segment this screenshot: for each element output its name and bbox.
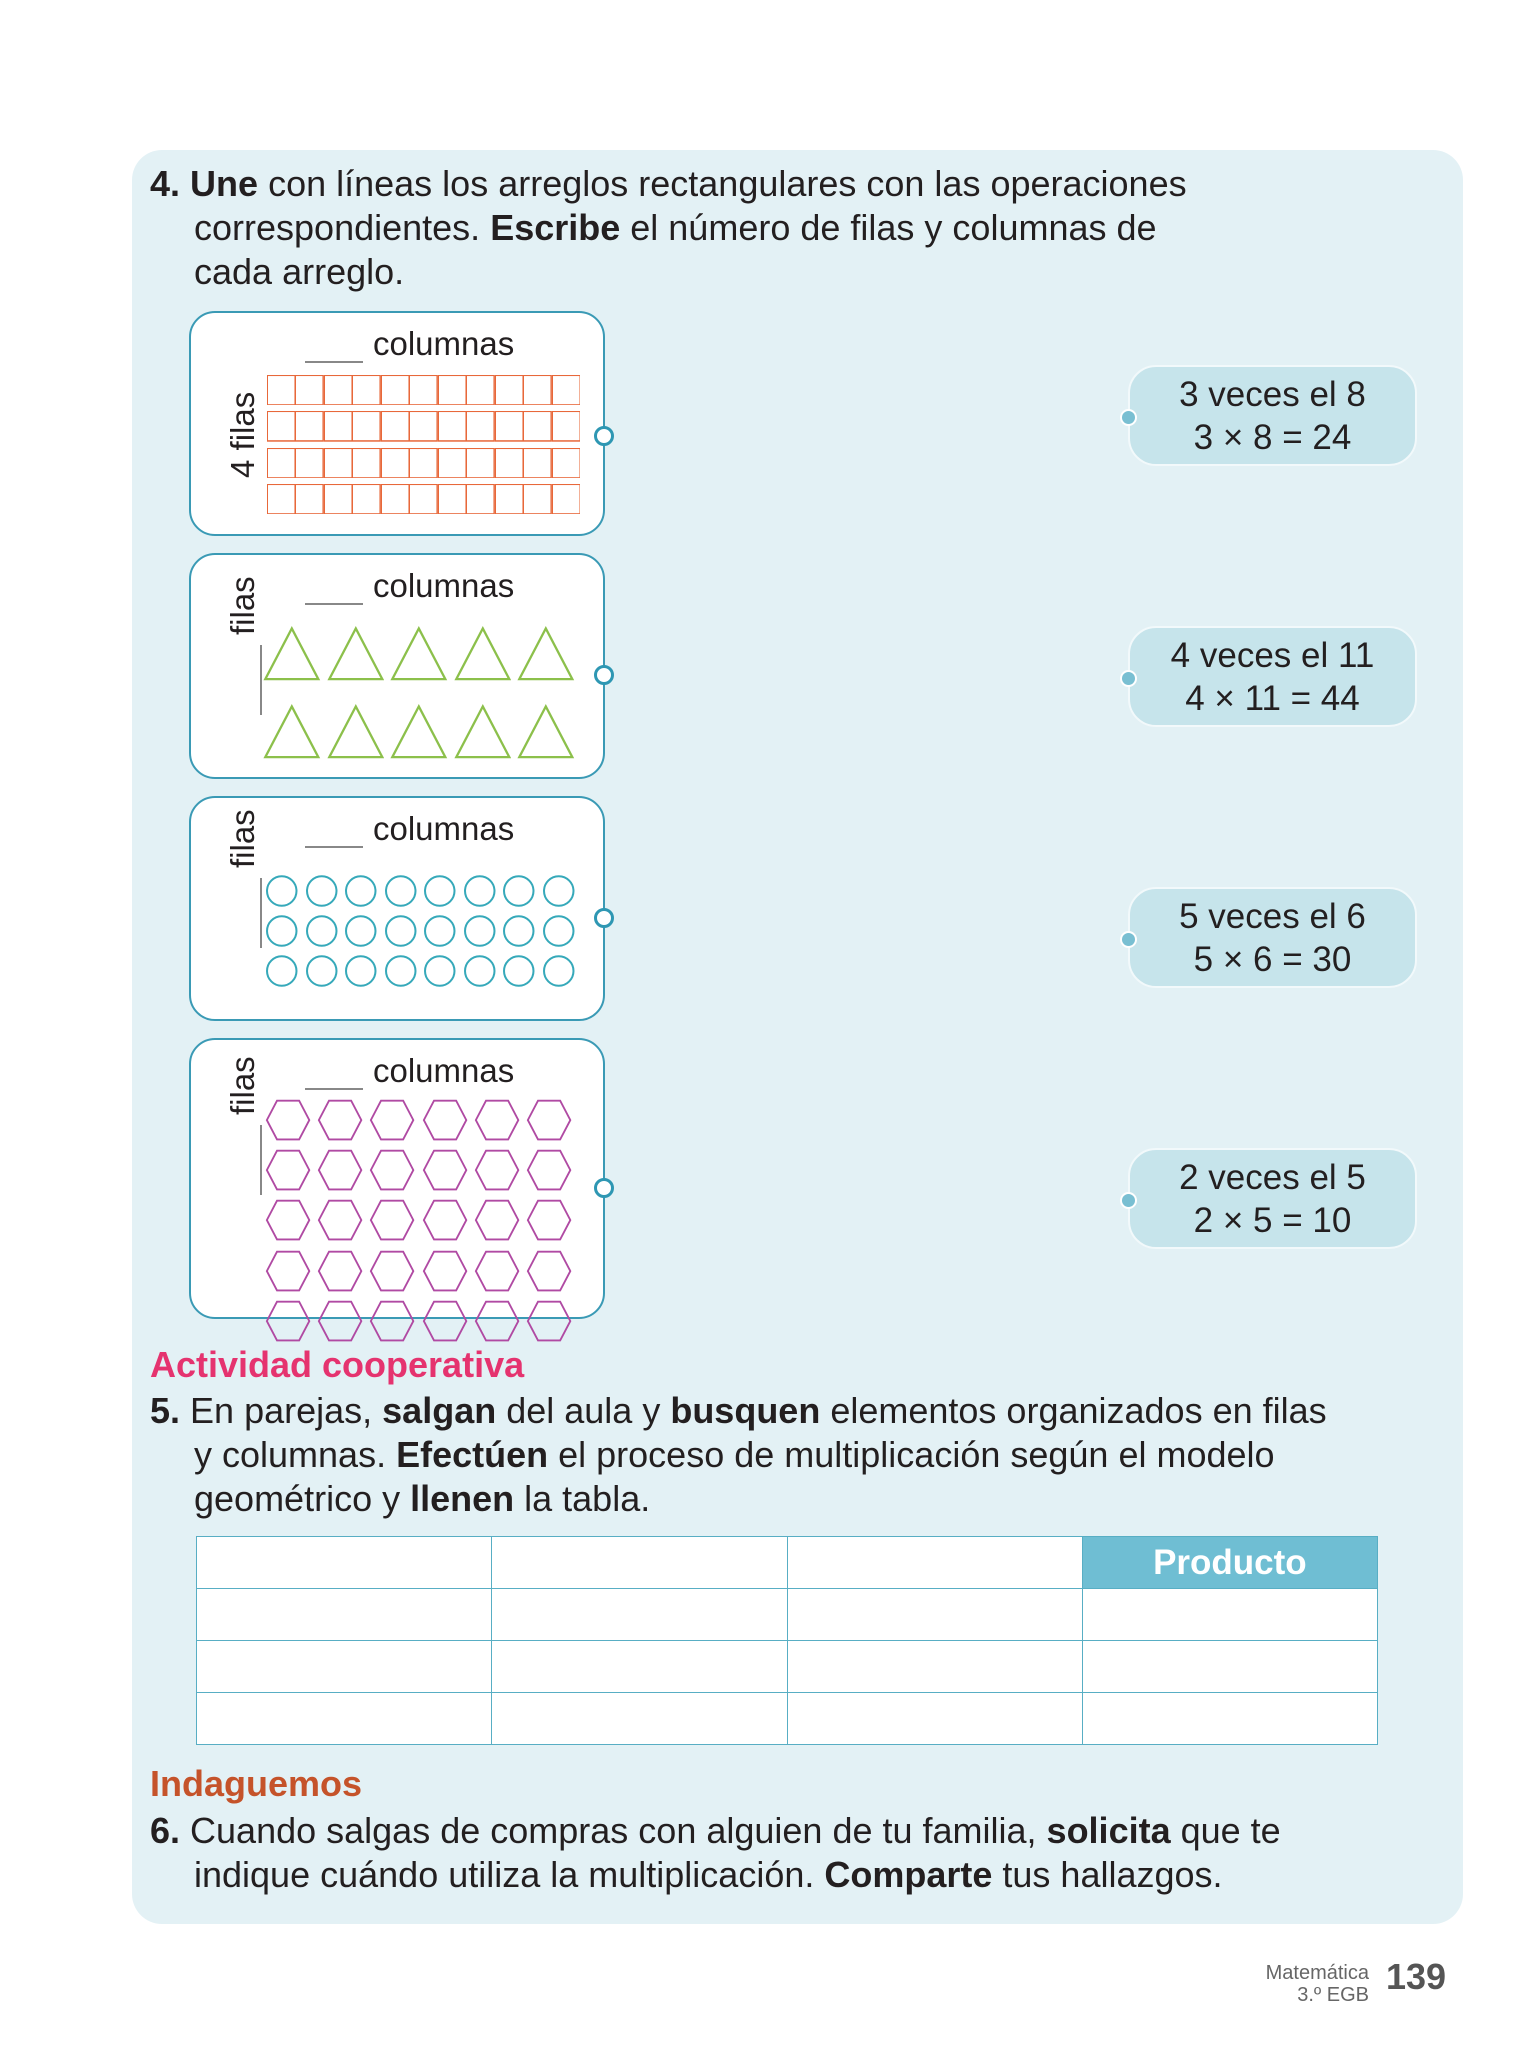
triangle-shape: [517, 625, 575, 683]
circle-shape: [384, 872, 418, 910]
triangle-shape: [263, 625, 321, 683]
table-cell[interactable]: [197, 1589, 492, 1641]
circle-shape: [463, 952, 497, 990]
question-5: 5. En parejas, salgan del aula y busquen elementos organizados en filas y columnas. Efectúen el proceso de multiplicación según el modelo geométrico y llenen la tabla.: [150, 1390, 1327, 1519]
subject: Matemática: [1265, 1962, 1369, 1984]
hexagon-shape: [265, 1248, 311, 1294]
shape-array: [265, 1097, 572, 1304]
connector-dot[interactable]: [1120, 409, 1137, 426]
square-shape: [267, 448, 295, 478]
circle-shape: [384, 952, 418, 990]
triangle-shape: [327, 703, 385, 761]
table-cell[interactable]: [492, 1693, 787, 1745]
circle-shape: [265, 912, 299, 950]
columns-text: columnas: [373, 1052, 515, 1089]
triangle-shape: [263, 703, 321, 761]
circle-shape: [423, 952, 457, 990]
square-shape: [324, 484, 352, 514]
hexagon-shape: [422, 1298, 468, 1344]
square-shape: [409, 411, 437, 441]
square-shape: [381, 375, 409, 405]
table-cell[interactable]: [197, 1693, 492, 1745]
hexagon-shape: [317, 1248, 363, 1294]
square-shape: [495, 448, 523, 478]
hexagon-shape: [265, 1298, 311, 1344]
cooperative-title: Actividad cooperativa: [150, 1344, 525, 1385]
hexagon-shape: [369, 1097, 415, 1143]
indaguemos-title: Indaguemos: [150, 1763, 363, 1804]
table-cell[interactable]: [1082, 1589, 1377, 1641]
rows-label: [224, 809, 262, 948]
circle-shape: [344, 952, 378, 990]
triangle-shape: [327, 625, 385, 683]
table-cell[interactable]: [787, 1589, 1082, 1641]
connector-dot[interactable]: [594, 1178, 614, 1198]
circle-shape: [463, 912, 497, 950]
table-cell[interactable]: [1082, 1641, 1377, 1693]
shape-array: [265, 872, 575, 990]
connector-dot[interactable]: [1120, 670, 1137, 687]
columns-text: columnas: [373, 810, 515, 847]
hexagon-shape: [317, 1197, 363, 1243]
rows-label: [224, 1056, 262, 1195]
table-row: [197, 1589, 1378, 1641]
hexagon-shape: [526, 1147, 572, 1193]
hexagon-shape: [265, 1197, 311, 1243]
circle-shape: [423, 872, 457, 910]
columns-label: [305, 325, 514, 363]
columns-label: [305, 567, 514, 605]
shape-array: [267, 375, 580, 514]
table-row: [197, 1641, 1378, 1693]
square-shape: [495, 411, 523, 441]
question-6: 6. Cuando salgas de compras con alguien de tu familia, solicita que te indique cuándo utiliza la multiplicación. Comparte tus hallazgos.: [150, 1810, 1281, 1895]
square-shape: [267, 411, 295, 441]
circle-shape: [463, 872, 497, 910]
shape-array: [263, 625, 575, 740]
rows-text: filas: [224, 1056, 261, 1115]
hexagon-shape: [317, 1147, 363, 1193]
circle-shape: [502, 952, 536, 990]
square-shape: [295, 484, 323, 514]
hexagon-shape: [474, 1197, 520, 1243]
circle-shape: [502, 872, 536, 910]
table-header-row: [197, 1537, 1378, 1589]
circle-shape: [305, 872, 339, 910]
rows-blank[interactable]: [234, 645, 262, 715]
rows-blank[interactable]: [234, 878, 262, 948]
square-shape: [523, 375, 551, 405]
circle-shape: [344, 872, 378, 910]
circle-shape: [265, 872, 299, 910]
square-shape: [466, 484, 494, 514]
triangle-shape: [517, 703, 575, 761]
hexagon-shape: [317, 1097, 363, 1143]
circle-shape: [423, 912, 457, 950]
columns-blank[interactable]: [305, 820, 363, 848]
circle-shape: [542, 872, 576, 910]
square-shape: [352, 484, 380, 514]
operation-expression: 2 × 5 = 10: [1193, 1201, 1352, 1240]
hexagon-shape: [369, 1298, 415, 1344]
hexagon-shape: [317, 1298, 363, 1344]
circle-shape: [502, 912, 536, 950]
triangle-shape: [390, 625, 448, 683]
product-header: Producto: [1082, 1537, 1377, 1589]
hexagon-shape: [474, 1097, 520, 1143]
square-shape: [324, 448, 352, 478]
table-cell[interactable]: [197, 1641, 492, 1693]
hexagon-shape: [265, 1147, 311, 1193]
triangle-shape: [454, 703, 512, 761]
square-shape: [495, 484, 523, 514]
operation-words: 2 veces el 5: [1179, 1158, 1366, 1197]
square-shape: [438, 375, 466, 405]
circle-shape: [305, 952, 339, 990]
connector-dot[interactable]: [594, 908, 614, 928]
circle-shape: [344, 912, 378, 950]
square-shape: [381, 411, 409, 441]
square-shape: [466, 411, 494, 441]
operation-expression: 3 × 8 = 24: [1193, 418, 1352, 457]
square-shape: [552, 411, 580, 441]
hexagon-shape: [474, 1248, 520, 1294]
square-shape: [409, 375, 437, 405]
operation-card: [1128, 887, 1417, 988]
connector-dot[interactable]: [1120, 1192, 1137, 1209]
square-shape: [438, 448, 466, 478]
hexagon-shape: [265, 1097, 311, 1143]
hexagon-shape: [422, 1248, 468, 1294]
connector-dot[interactable]: [594, 426, 614, 446]
circle-shape: [305, 912, 339, 950]
hexagon-shape: [474, 1147, 520, 1193]
operation-words: 5 veces el 6: [1179, 897, 1366, 936]
connector-dot[interactable]: [1120, 931, 1137, 948]
grade: 3.º EGB: [1297, 1984, 1369, 2006]
columns-text: columnas: [373, 567, 515, 604]
square-shape: [295, 375, 323, 405]
hexagon-shape: [369, 1248, 415, 1294]
rows-label: [224, 392, 262, 478]
table-cell[interactable]: [492, 1641, 787, 1693]
hexagon-shape: [422, 1197, 468, 1243]
operation-words: 4 veces el 11: [1170, 636, 1375, 675]
circle-shape: [542, 952, 576, 990]
square-shape: [438, 484, 466, 514]
table-cell[interactable]: [492, 1537, 787, 1589]
square-shape: [267, 375, 295, 405]
page-number: 139: [1386, 1956, 1447, 1997]
hexagon-shape: [526, 1197, 572, 1243]
rows-text: filas: [224, 576, 261, 635]
square-shape: [466, 448, 494, 478]
square-shape: [295, 411, 323, 441]
circle-shape: [384, 912, 418, 950]
rows-label: [224, 576, 262, 715]
square-shape: [381, 484, 409, 514]
square-shape: [552, 448, 580, 478]
square-shape: [495, 375, 523, 405]
square-shape: [324, 375, 352, 405]
rows-count: 4: [224, 459, 261, 478]
hexagon-shape: [526, 1097, 572, 1143]
square-shape: [523, 411, 551, 441]
circle-shape: [265, 952, 299, 990]
table-cell[interactable]: [197, 1537, 492, 1589]
table-cell[interactable]: [787, 1537, 1082, 1589]
table-cell[interactable]: [1082, 1693, 1377, 1745]
square-shape: [552, 375, 580, 405]
hexagon-shape: [422, 1097, 468, 1143]
columns-label: [305, 1052, 514, 1090]
rows-text: filas: [224, 809, 261, 868]
footer-subject: [1266, 1962, 1369, 2006]
square-shape: [352, 448, 380, 478]
hexagon-shape: [474, 1298, 520, 1344]
columns-label: [305, 810, 514, 848]
triangle-shape: [390, 703, 448, 761]
rows-text: filas: [224, 391, 261, 451]
hexagon-shape: [369, 1197, 415, 1243]
table-row: [197, 1693, 1378, 1745]
square-shape: [523, 448, 551, 478]
square-shape: [466, 375, 494, 405]
square-shape: [352, 375, 380, 405]
hexagon-shape: [526, 1248, 572, 1294]
square-shape: [552, 484, 580, 514]
square-shape: [438, 411, 466, 441]
results-table: [196, 1536, 1378, 1745]
square-shape: [267, 484, 295, 514]
square-shape: [324, 411, 352, 441]
operation-expression: 5 × 6 = 30: [1193, 940, 1352, 979]
columns-blank[interactable]: [305, 577, 363, 605]
triangle-shape: [454, 625, 512, 683]
square-shape: [409, 484, 437, 514]
hexagon-shape: [422, 1147, 468, 1193]
connector-dot[interactable]: [594, 665, 614, 685]
rows-blank[interactable]: [234, 1125, 262, 1195]
columns-blank[interactable]: [305, 1062, 363, 1090]
operation-card: [1128, 1148, 1417, 1249]
columns-blank[interactable]: [305, 335, 363, 363]
square-shape: [381, 448, 409, 478]
question-4: 4. Une con líneas los arreglos rectangulares con las operaciones correspondientes. Escribe el número de filas y columnas de cada arreglo.: [150, 163, 1187, 292]
operation-expression: 4 × 11 = 44: [1185, 679, 1360, 718]
square-shape: [295, 448, 323, 478]
operation-card: [1128, 365, 1417, 466]
hexagon-shape: [369, 1147, 415, 1193]
operation-card: [1128, 626, 1417, 727]
table-cell[interactable]: [787, 1641, 1082, 1693]
square-shape: [523, 484, 551, 514]
square-shape: [352, 411, 380, 441]
circle-shape: [542, 912, 576, 950]
square-shape: [409, 448, 437, 478]
table-cell[interactable]: [787, 1693, 1082, 1745]
operation-words: 3 veces el 8: [1179, 375, 1366, 414]
hexagon-shape: [526, 1298, 572, 1344]
table-cell[interactable]: [492, 1589, 787, 1641]
columns-text: columnas: [373, 325, 515, 362]
